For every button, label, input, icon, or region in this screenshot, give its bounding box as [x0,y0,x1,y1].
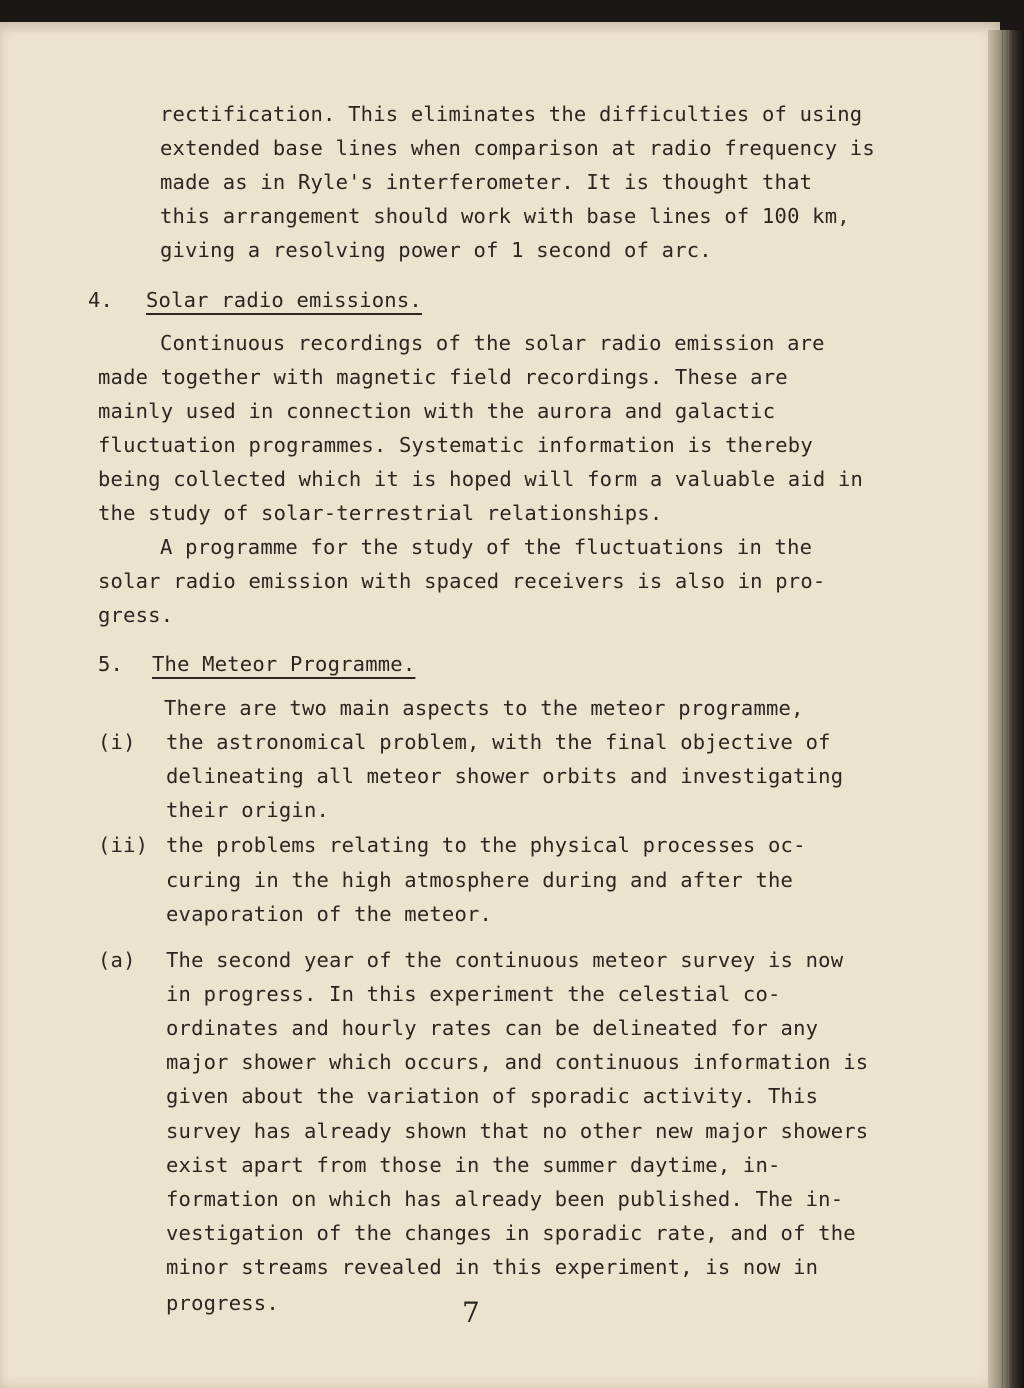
text-line: giving a resolving power of 1 second of arc. [160,238,712,262]
text-line: the study of solar-terrestrial relationships. [98,501,663,525]
text-line: being collected which it is hoped will form a valuable aid in [98,467,864,491]
text-line: this arrangement should work with base lines of 100 km, [160,204,850,228]
text-line: made as in Ryle's interferometer. It is thought that [160,170,813,194]
text-line: exist apart from those in the summer daytime, in- [166,1153,781,1177]
text-line: mainly used in connection with the aurora and galactic [98,399,776,423]
text-line: rectification. This eliminates the difficulties of using [160,102,863,126]
text-line: extended base lines when comparison at radio frequency is [160,136,875,160]
text-line: delineating all meteor shower orbits and investigating [166,764,844,788]
text-line: solar radio emission with spaced receivers is also in pro- [98,569,826,593]
text-line: in progress. In this experiment the celestial co- [166,982,781,1006]
text-line: The second year of the continuous meteor survey is now [166,948,844,972]
text-line: made together with magnetic field recordings. These are [98,365,788,389]
list-label: (i) [98,730,136,754]
section-heading: Solar radio emissions. [146,288,422,312]
text-line: fluctuation programmes. Systematic information is thereby [98,433,813,457]
text-line: given about the variation of sporadic activity. This [166,1084,819,1108]
book-spine [988,30,1024,1388]
list-label: (a) [98,948,136,972]
text-line: A programme for the study of the fluctuations in the [160,535,813,559]
list-label: (ii) [98,833,149,857]
text-line: gress. [98,603,174,627]
text-line: ordinates and hourly rates can be delineated for any [166,1016,819,1040]
page-number: 7 [462,1296,480,1329]
text-line: vestigation of the changes in sporadic rate, and of the [166,1221,856,1245]
text-line: their origin. [166,798,330,822]
text-line: formation on which has already been published. The in- [166,1187,844,1211]
text-line: curing in the high atmosphere during and after the [166,868,794,892]
text-line: the astronomical problem, with the final objective of [166,730,831,754]
text-line: survey has already shown that no other new major showers [166,1119,869,1143]
section-heading: The Meteor Programme. [152,652,416,676]
text-line: progress. [166,1291,279,1315]
text-line: There are two main aspects to the meteor programme, [164,696,804,720]
text-line: evaporation of the meteor. [166,902,493,926]
text-line: Continuous recordings of the solar radio emission are [160,331,825,355]
text-line: major shower which occurs, and continuous information is [166,1050,869,1074]
section-number: 4. [88,288,114,312]
text-line: minor streams revealed in this experiment, is now in [166,1255,819,1279]
section-number: 5. [98,652,124,676]
text-line: the problems relating to the physical processes oc- [166,833,806,857]
